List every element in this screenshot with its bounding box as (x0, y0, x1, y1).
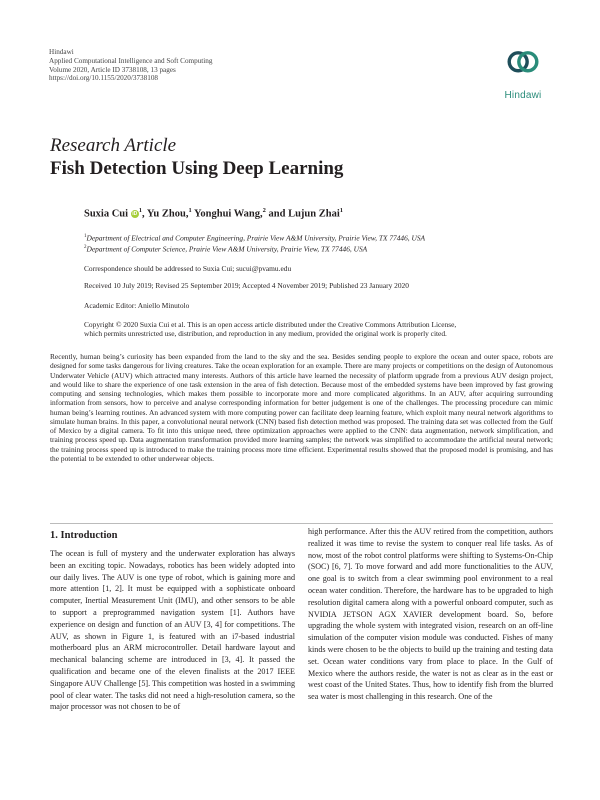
section-divider (50, 523, 553, 524)
article-title: Fish Detection Using Deep Learning (50, 158, 344, 179)
hindawi-logo-text: Hindawi (504, 90, 542, 101)
author-sup: 1 (339, 207, 343, 214)
orcid-icon[interactable]: iD (132, 211, 138, 218)
doi-link[interactable]: https://doi.org/10.1155/2020/3738108 (49, 74, 159, 83)
section-heading: 1. Introduction (50, 530, 118, 541)
journal-meta (49, 48, 213, 83)
author-sup: 2 (262, 207, 266, 214)
author-sup: 1 (138, 207, 142, 214)
abstract: Recently, human being’s curiosity has been expanded from the land to the sky and the sea. Besides sending people to explore the ocean and outer space, robots are designed for some tasks dangerous for living creatures. Take the ocean exploration for an example. There are many projects or competitions on the design of Autonomous Underwater Vehicle (AUV) which attracted many interests. Authors of this article have learned the necessity of platform upgrade from a previous AUV design project, and would like to share the experience of one task extension in the area of fish detection. Because most of the embedded systems have been improved by fast growing computing and sensing technologies, which makes them possible to incorporate more and more complicated algorithms. In an AUV, after acquiring surrounding information from sensors, how to perceive and analyse corresponding information for better judgement is one of the challenges. The processing procedure can mimic human being’s learning routines. An advanced system with more computing power can facilitate deep learning feature, which exploit many neural network algorithms to simulate human brains. In this paper, a convolutional neural network (CNN) based fish detection method was proposed. The training data set was collected from the Gulf of Mexico by a digital camera. To fit into this unique need, three optimization approaches were applied to the CNN: data augmentation, network simplification, and training process speed up. Data augmentation transformation provided more learning samples; the network was simplified to accommodate the artificial neural network; the training process speed up is introduced to make the training process more time efficient. Experimental results showed that the proposed model is promising, and has the potential to be extended to other underwear objects. (50, 352, 553, 463)
copyright: Copyright © 2020 Suxia Cui et al. This is an open access article distributed under the Creative Commons Attribution License, which permits unrestricted use, distribution, and reproduction in any medium, provided the original work is properly cited. (84, 320, 457, 339)
dates: Received 10 July 2019; Revised 25 September 2019; Accepted 4 November 2019; Published 23 January 2020 (84, 281, 409, 290)
author-name[interactable]: Yu Zhou, (146, 208, 189, 220)
author-name[interactable]: Yonghui Wang, (193, 208, 263, 220)
hindawi-logo-icon (494, 48, 552, 88)
author-sup: 1 (188, 207, 192, 214)
journal-name: Applied Computational Intelligence and Soft Computing (49, 56, 213, 65)
author-name[interactable]: Suxia Cui (84, 208, 129, 220)
affiliation: $^2$Department of Computer Science, Prairie View A&M University, Prairie View, TX 77446, USA (84, 244, 368, 254)
body-column-right: high performance. After this the AUV retired from the competition, authors realized it was time to revise the system to conquer real life tasks. As of now, most of the robot control platforms were shifting to Systems-On-Chip (SOC) [6, 7]. To move forward and add more functionalities to the AUV, one goal is to switch from a clear swimming pool environment to a real ocean water condition. Therefore, the hardware has to be upgraded to high resolution digital camera along with a powerful onboard computer, such as NVIDIA JETSON AGX XAVIER development board. So, before upgrading the whole system with integrated vision, research on an off-line simulation of the computer vision module was conducted. Fishes of many kinds were chosen to be the objects to build up the training and testing data set. Ocean water conditions vary from place to place. In the Gulf of Mexico where the authors reside, the water is not as clear as in the east or west coast of the United States. Thus, how to identify fish from the blurred sea water is most challenging in this research. One of the (308, 527, 553, 702)
body-column-left: The ocean is full of mystery and the underwater exploration has always been an exciting topic. Nowadays, robotics has been widely adopted into our daily lives. The AUV is one type of robot, which is gaining more and more attention [1, 2]. It must be equipped with a sophisticate onboard computer, Inertial Measurement Unit (IMU), and other sensors to be able to support a preprogrammed navigation system [1]. Authors have experience on design and function of an AUV [3, 4] for competitions. The AUV, as shown in Figure 1, is featured with an i7-based industrial motherboard plus an ARM microcontroller. Detail hardware layout and mechanical balancing scheme are introduced in [3, 4]. It passed the qualification and became one of the eleven finalists at the 2017 IEEE Singapore AUV Challenge [5]. This competition was hosted in a swimming pool of clear water. The tasks did not need a high-resolution camera, so the major processor was not chosen to be of (50, 549, 295, 712)
author-name[interactable]: and Lujun Zhai (268, 208, 340, 220)
volume-info: Volume 2020, Article ID 3738108, 13 pages (49, 65, 176, 74)
author-list: Suxia Cui $iD^1$, Yu Zhou,$^1$ Yonghui Wang,$^2$ and Lujun Zhai$^1$ (84, 207, 343, 220)
publisher-name: Hindawi (49, 48, 74, 56)
affiliation: $^1$Department of Electrical and Computer Engineering, Prairie View A&M University, Prairie View, TX 77446, USA (84, 233, 426, 243)
academic-editor: Academic Editor: Aniello Minutolo (84, 301, 190, 310)
correspondence: Correspondence should be addressed to Suxia Cui; sucui@pvamu.edu (84, 264, 292, 273)
article-type: Research Article (50, 135, 177, 156)
affiliations (84, 232, 552, 253)
